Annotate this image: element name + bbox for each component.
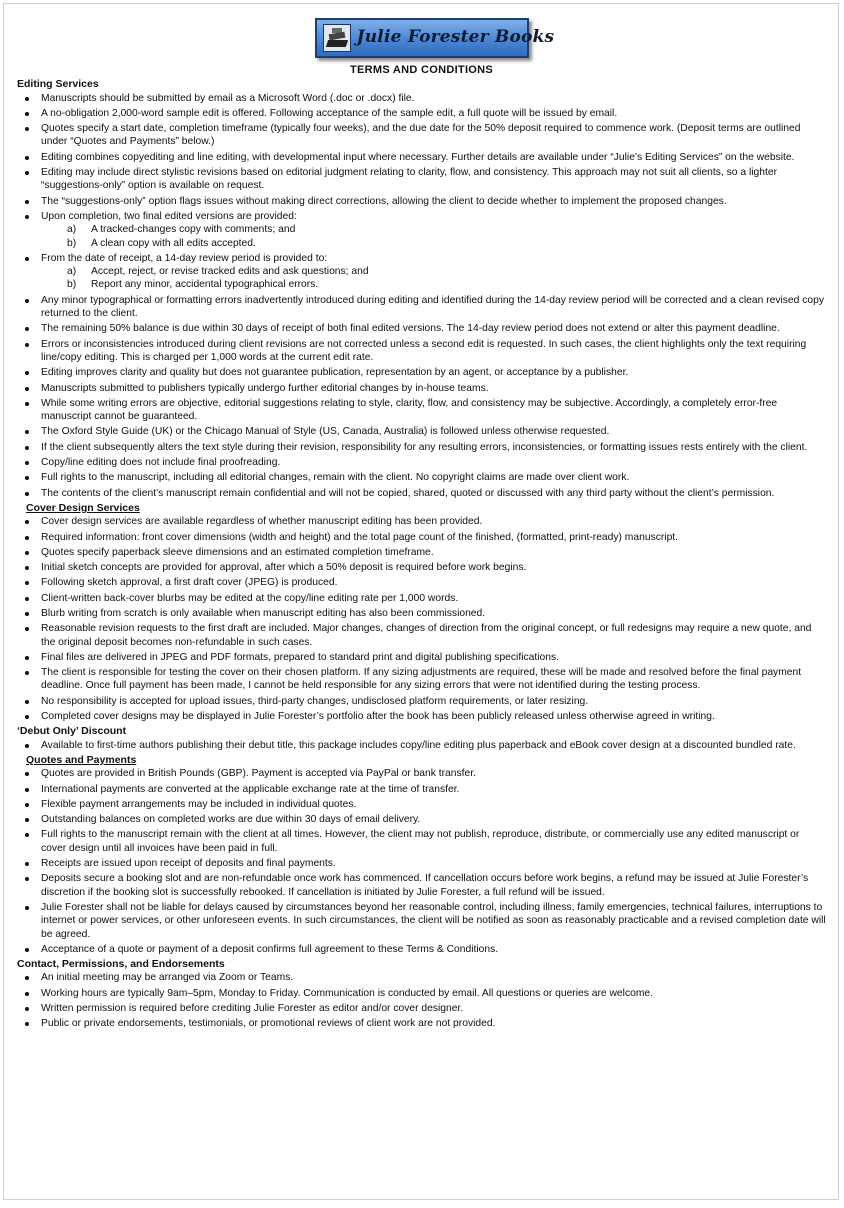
list-item-text: Copy/line editing does not include final proofreading. <box>41 457 281 469</box>
terms-page <box>3 3 839 1200</box>
list-item <box>41 397 826 424</box>
list-item-text: Blurb writing from scratch is only available when manuscript editing has also been commissioned. <box>41 607 486 619</box>
list-item <box>41 828 826 855</box>
list-item-text: Cover design services are available regardless of whether manuscript editing has been provided. <box>41 516 483 528</box>
list-item-text: Upon completion, two final edited versions are provided: <box>41 210 297 222</box>
sub-item-marker: a) <box>67 266 77 278</box>
list-item-text: No responsibility is accepted for upload issues, third-party changes, undisclosed platform requirements, or later resizing. <box>41 695 589 707</box>
list-item <box>41 1002 826 1015</box>
list-item-text: Available to first-time authors publishing their debut title, this package includes copy/line editing plus paperback and eBook cover design at a discounted bundled rate. <box>41 739 796 751</box>
list-item-text: A no-obligation 2,000-word sample edit is offered. Following acceptance of the sample edit, a full quote will be issued by email. <box>41 107 618 119</box>
sub-item-marker: b) <box>67 237 77 249</box>
section-heading: Quotes and Payments <box>26 753 137 766</box>
list-item-text: Full rights to the manuscript, including all editorial changes, remain with the client. No copyright claims are made over client work. <box>41 472 630 484</box>
list-item <box>41 195 826 208</box>
books-icon <box>323 24 351 52</box>
list-item-text: Working hours are typically 9am–5pm, Monday to Friday. Communication is conducted by email. All questions or queries are welcome. <box>41 987 653 999</box>
document-title: TERMS AND CONDITIONS <box>349 64 494 76</box>
list-item-text: Editing improves clarity and quality but does not guarantee publication, representation by an agent, or acceptance by a publisher. <box>41 367 629 379</box>
list-item <box>41 210 826 250</box>
list-item-text: Receipts are issued upon receipt of deposits and final payments. <box>41 858 336 870</box>
list-item-text: Client-written back-cover blurbs may be edited at the copy/line editing rate per 1,000 words. <box>41 592 459 604</box>
list-item-text: Following sketch approval, a first draft cover (JPEG) is produced. <box>41 577 338 589</box>
list-item <box>41 651 826 664</box>
list-item-text: Initial sketch concepts are provided for approval, after which a 50% deposit is required before work begins. <box>41 562 527 574</box>
list-item <box>41 987 826 1000</box>
list-item-text: Final files are delivered in JPEG and PDF formats, prepared to standard print and digital publishing specifications. <box>41 651 559 663</box>
list-item <box>41 487 826 500</box>
list-item-text: Manuscripts should be submitted by email as a Microsoft Word (.doc or .docx) file. <box>41 92 415 104</box>
list-item <box>41 425 826 438</box>
list-item-text: The “suggestions-only” option flags issues without making direct corrections, allowing the client to decide whether to implement the proposed changes. <box>41 195 727 207</box>
sub-item-text: A clean copy with all edits accepted. <box>91 237 256 249</box>
brand-logo <box>315 18 555 58</box>
sub-item-text: Accept, reject, or revise tracked edits and ask questions; and <box>91 266 369 278</box>
terms-sections <box>17 78 826 1030</box>
list-item-text: Any minor typographical or formatting errors inadvertently introduced during editing and identified during the 14-day review period will be corrected and a clean revised copy returned to the client. <box>41 294 824 320</box>
list-item <box>41 695 826 708</box>
list-item-text: Quotes are provided in British Pounds (GBP). Payment is accepted via PayPal or bank transfer. <box>41 768 476 780</box>
list-item-text: If the client subsequently alters the text style during their revision, responsibility for any resulting errors, inconsistencies, or formatting issues rests entirely with the client. <box>41 441 808 453</box>
sub-list-item <box>67 278 826 291</box>
list-item <box>41 456 826 469</box>
list-item-text: Required information: front cover dimensions (width and height) and the total page count of the finished, (formatted, print-ready) manuscript. <box>41 531 679 543</box>
section-heading: Cover Design Services <box>26 501 140 514</box>
section-list <box>17 767 826 956</box>
list-item-text: Written permission is required before crediting Julie Forester as editor and/or cover designer. <box>41 1003 464 1014</box>
sub-item-text: Report any minor, accidental typographical errors. <box>91 279 319 291</box>
list-item <box>41 739 826 752</box>
section-heading: Editing Services <box>17 78 99 91</box>
list-item <box>41 857 826 870</box>
sub-list <box>41 265 826 292</box>
list-item <box>41 901 826 941</box>
list-item <box>41 813 826 826</box>
list-item-text: Editing combines copyediting and line editing, with developmental input where necessary. Further details are available under “Julie’s Editing Services” on the website. <box>41 151 795 163</box>
sub-item-marker: b) <box>67 279 77 291</box>
list-item-text: An initial meeting may be arranged via Zoom or Teams. <box>41 972 294 984</box>
list-item <box>41 607 826 620</box>
list-item <box>41 592 826 605</box>
list-item-text: Errors or inconsistencies introduced during client revisions are not corrected unless a second edit is requested. In such cases, the client highlights only the text requiring line/copy editing. This is charged per 1,000 words at the current edit rate. <box>41 338 807 363</box>
list-item-text: From the date of receipt, a 14-day review period is provided to: <box>41 252 328 264</box>
section-list <box>17 971 826 1030</box>
logo-area <box>17 4 826 58</box>
list-item <box>41 515 826 528</box>
list-item <box>41 710 826 723</box>
list-item-text: Acceptance of a quote or payment of a deposit confirms full agreement to these Terms & Conditions. <box>41 943 499 955</box>
list-item-text: The contents of the client’s manuscript remain confidential and will not be copied, shared, quoted or discussed with any third party without the client’s permission. <box>41 487 775 499</box>
list-item-text: Reasonable revision requests to the first draft are included. Major changes, changes of direction from the original concept, or full redesigns may require a new quote, and the original deposit becomes non-refundable in such cases. <box>41 623 812 648</box>
list-item-text: Quotes specify paperback sleeve dimensions and an estimated completion timeframe. <box>41 546 434 558</box>
sub-list-item <box>67 265 826 278</box>
sub-item-text: A tracked-changes copy with comments; and <box>91 224 296 236</box>
list-item <box>41 576 826 589</box>
list-item <box>41 546 826 559</box>
list-item <box>41 441 826 454</box>
list-item <box>41 471 826 484</box>
sub-list <box>41 223 826 250</box>
list-item <box>41 622 826 649</box>
list-item <box>41 338 826 365</box>
list-item <box>41 666 826 693</box>
list-item <box>41 971 826 984</box>
list-item <box>41 531 826 544</box>
section-heading: Contact, Permissions, and Endorsements <box>17 958 225 971</box>
list-item-text: Outstanding balances on completed works are due within 30 days of email delivery. <box>41 814 421 826</box>
section-list <box>17 92 826 500</box>
section-list <box>17 739 826 752</box>
list-item-text: The remaining 50% balance is due within 30 days of receipt of both final edited versions. The 14-day review period does not extend or alter this payment deadline. <box>41 323 780 335</box>
list-item <box>41 366 826 379</box>
list-item-text: Quotes specify a start date, completion timeframe (typically four weeks), and the due date for the 50% deposit required to commence work. (Deposit terms are outlined under “Quotes and Payments” below.) <box>41 123 801 148</box>
list-item-text: Julie Forester shall not be liable for delays caused by circumstances beyond her reasonable control, including illness, family emergencies, technical failures, interruptions to internet or power services, or other unforeseen events. In such circumstances, the client will be notified as soon as reasonably practicable and a revised completion date will be agreed. <box>41 901 826 940</box>
sub-list-item <box>67 237 826 250</box>
list-item-text: While some writing errors are objective, editorial suggestions relating to style, clarity, flow, and consistency may be subjective. Accordingly, a completely error-free manuscript cannot be guaranteed. <box>41 397 778 423</box>
list-item-text: Full rights to the manuscript remain with the client at all times. However, the client may not publish, reproduce, distribute, or commercially use any edited manuscript or cover design until all invoices have been paid in full. <box>41 829 800 854</box>
list-item-text: Flexible payment arrangements may be included in individual quotes. <box>41 798 357 810</box>
list-item <box>41 872 826 899</box>
list-item <box>41 1017 826 1030</box>
section-list <box>17 515 826 723</box>
list-item-text: Public or private endorsements, testimonials, or promotional reviews of client work are not provided. <box>41 1018 496 1030</box>
sub-item-marker: a) <box>67 224 77 236</box>
list-item <box>41 322 826 335</box>
section-heading: ‘Debut Only’ Discount <box>17 725 127 738</box>
list-item-text: International payments are converted at the applicable exchange rate at the time of transfer. <box>41 783 460 795</box>
sub-list-item <box>67 223 826 236</box>
list-item-text: Manuscripts submitted to publishers typically undergo further editorial changes by in-house teams. <box>41 382 489 394</box>
list-item-text: The client is responsible for testing the cover on their chosen platform. If any sizing adjustments are required, these will be made and resolved before the final payment deadline. Once full payment has been made, I cannot be held responsible for any sizing errors that were not identified during the testing process. <box>41 667 802 692</box>
list-item <box>41 294 826 321</box>
list-item <box>41 166 826 193</box>
list-item <box>41 92 826 105</box>
list-item <box>41 798 826 811</box>
list-item <box>41 122 826 149</box>
list-item <box>41 382 826 395</box>
list-item-text: Completed cover designs may be displayed in Julie Forester’s portfolio after the book has been publicly released unless otherwise agreed in writing. <box>41 711 715 723</box>
list-item-text: The Oxford Style Guide (UK) or the Chicago Manual of Style (US, Canada, Australia) is followed unless otherwise requested. <box>41 426 610 438</box>
list-item <box>41 252 826 292</box>
list-item-text: Deposits secure a booking slot and are non-refundable once work has commenced. If cancellation occurs before work begins, a refund may be issued at Julie Forester’s discretion if the booking slot is successfully rebooked. If cancellation is initiated by Julie Forester, a full refund will be issued. <box>41 873 809 898</box>
list-item <box>41 107 826 120</box>
brand-name: Julie Forester Books <box>356 27 555 48</box>
list-item <box>41 561 826 574</box>
list-item-text: Editing may include direct stylistic revisions based on editorial judgment relating to clarity, flow, and consistency. This approach may not suit all clients, so a lighter “suggestions-only” option is available on request. <box>41 167 778 192</box>
list-item <box>41 151 826 164</box>
list-item <box>41 767 826 780</box>
list-item <box>41 943 826 956</box>
list-item <box>41 783 826 796</box>
